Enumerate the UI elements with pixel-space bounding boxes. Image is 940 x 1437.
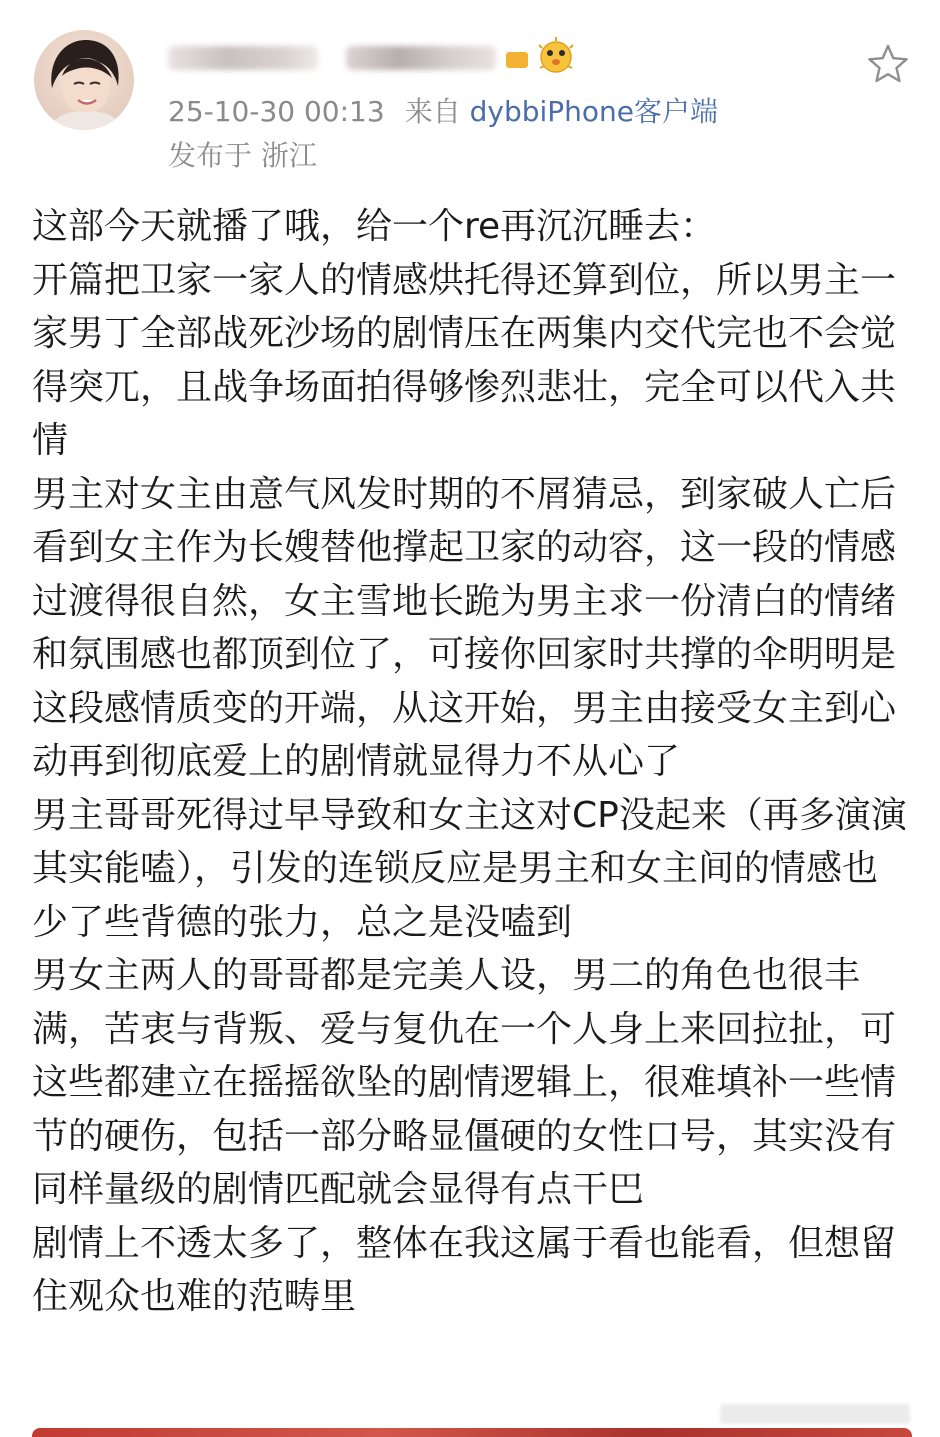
avatar[interactable]	[34, 30, 134, 130]
username[interactable]	[168, 38, 538, 78]
username-blur-right	[346, 46, 496, 70]
watermark	[720, 1404, 910, 1424]
attached-image-preview[interactable]	[32, 1428, 912, 1437]
post-paragraph: 剧情上不透太多了，整体在我这属于看也能看，但想留住观众也难的范畴里	[32, 1222, 897, 1317]
post-paragraph: 男主对女主由意气风发时期的不屑猜忌，到家破人亡后看到女主作为长嫂替他撑起卫家的动容，这一段的情感过渡得很自然，女主雪地长跪为男主求一份清白的情绪和氛围感也都顶到位了，可接你回家时共撑的伞明明是这段感情质变的开端，从这开始，男主由接受女主到心动再到彻底爱上的剧情就显得力不从心了	[32, 473, 897, 782]
post-paragraph: 男女主两人的哥哥都是完美人设，男二的角色也很丰满，苦衷与背叛、爱与复仇在一个人身上来回拉扯，可这些都建立在摇摇欲坠的剧情逻辑上，很难填补一些情节的硬伤，包括一部分略显僵硬的女性口号，其实没有同样量级的剧情匹配就会显得有点干巴	[32, 955, 897, 1210]
avatar-photo	[34, 30, 134, 130]
star-outline-icon[interactable]	[866, 42, 910, 86]
post-header	[0, 0, 940, 190]
post-paragraph: 男主哥哥死得过早导致和女主这对CP没起来（再多演演其实能嗑），引发的连锁反应是男主和女主间的情感也少了些背德的张力，总之是没嗑到	[32, 794, 907, 943]
post-paragraph: 开篇把卫家一家人的情感烘托得还算到位，所以男主一家男丁全部战死沙场的剧情压在两集内交代完也不会觉得突兀，且战争场面拍得够惨烈悲壮，完全可以代入共情	[32, 259, 897, 461]
post-meta	[168, 92, 718, 132]
username-blur-left	[168, 46, 318, 70]
source-client-link[interactable]: dybbiPhone客户端	[469, 95, 719, 128]
post-content	[32, 200, 912, 1324]
post-region: 发布于 浙江	[168, 139, 317, 172]
source-prefix: 来自	[404, 95, 461, 128]
vip-badge-icon	[506, 52, 528, 68]
post-paragraph: 这部今天就播了哦，给一个re再沉沉睡去：	[32, 206, 717, 247]
pufferfish-emoji-icon	[536, 36, 576, 76]
post-timestamp: 25-10-30 00:13	[168, 95, 385, 128]
